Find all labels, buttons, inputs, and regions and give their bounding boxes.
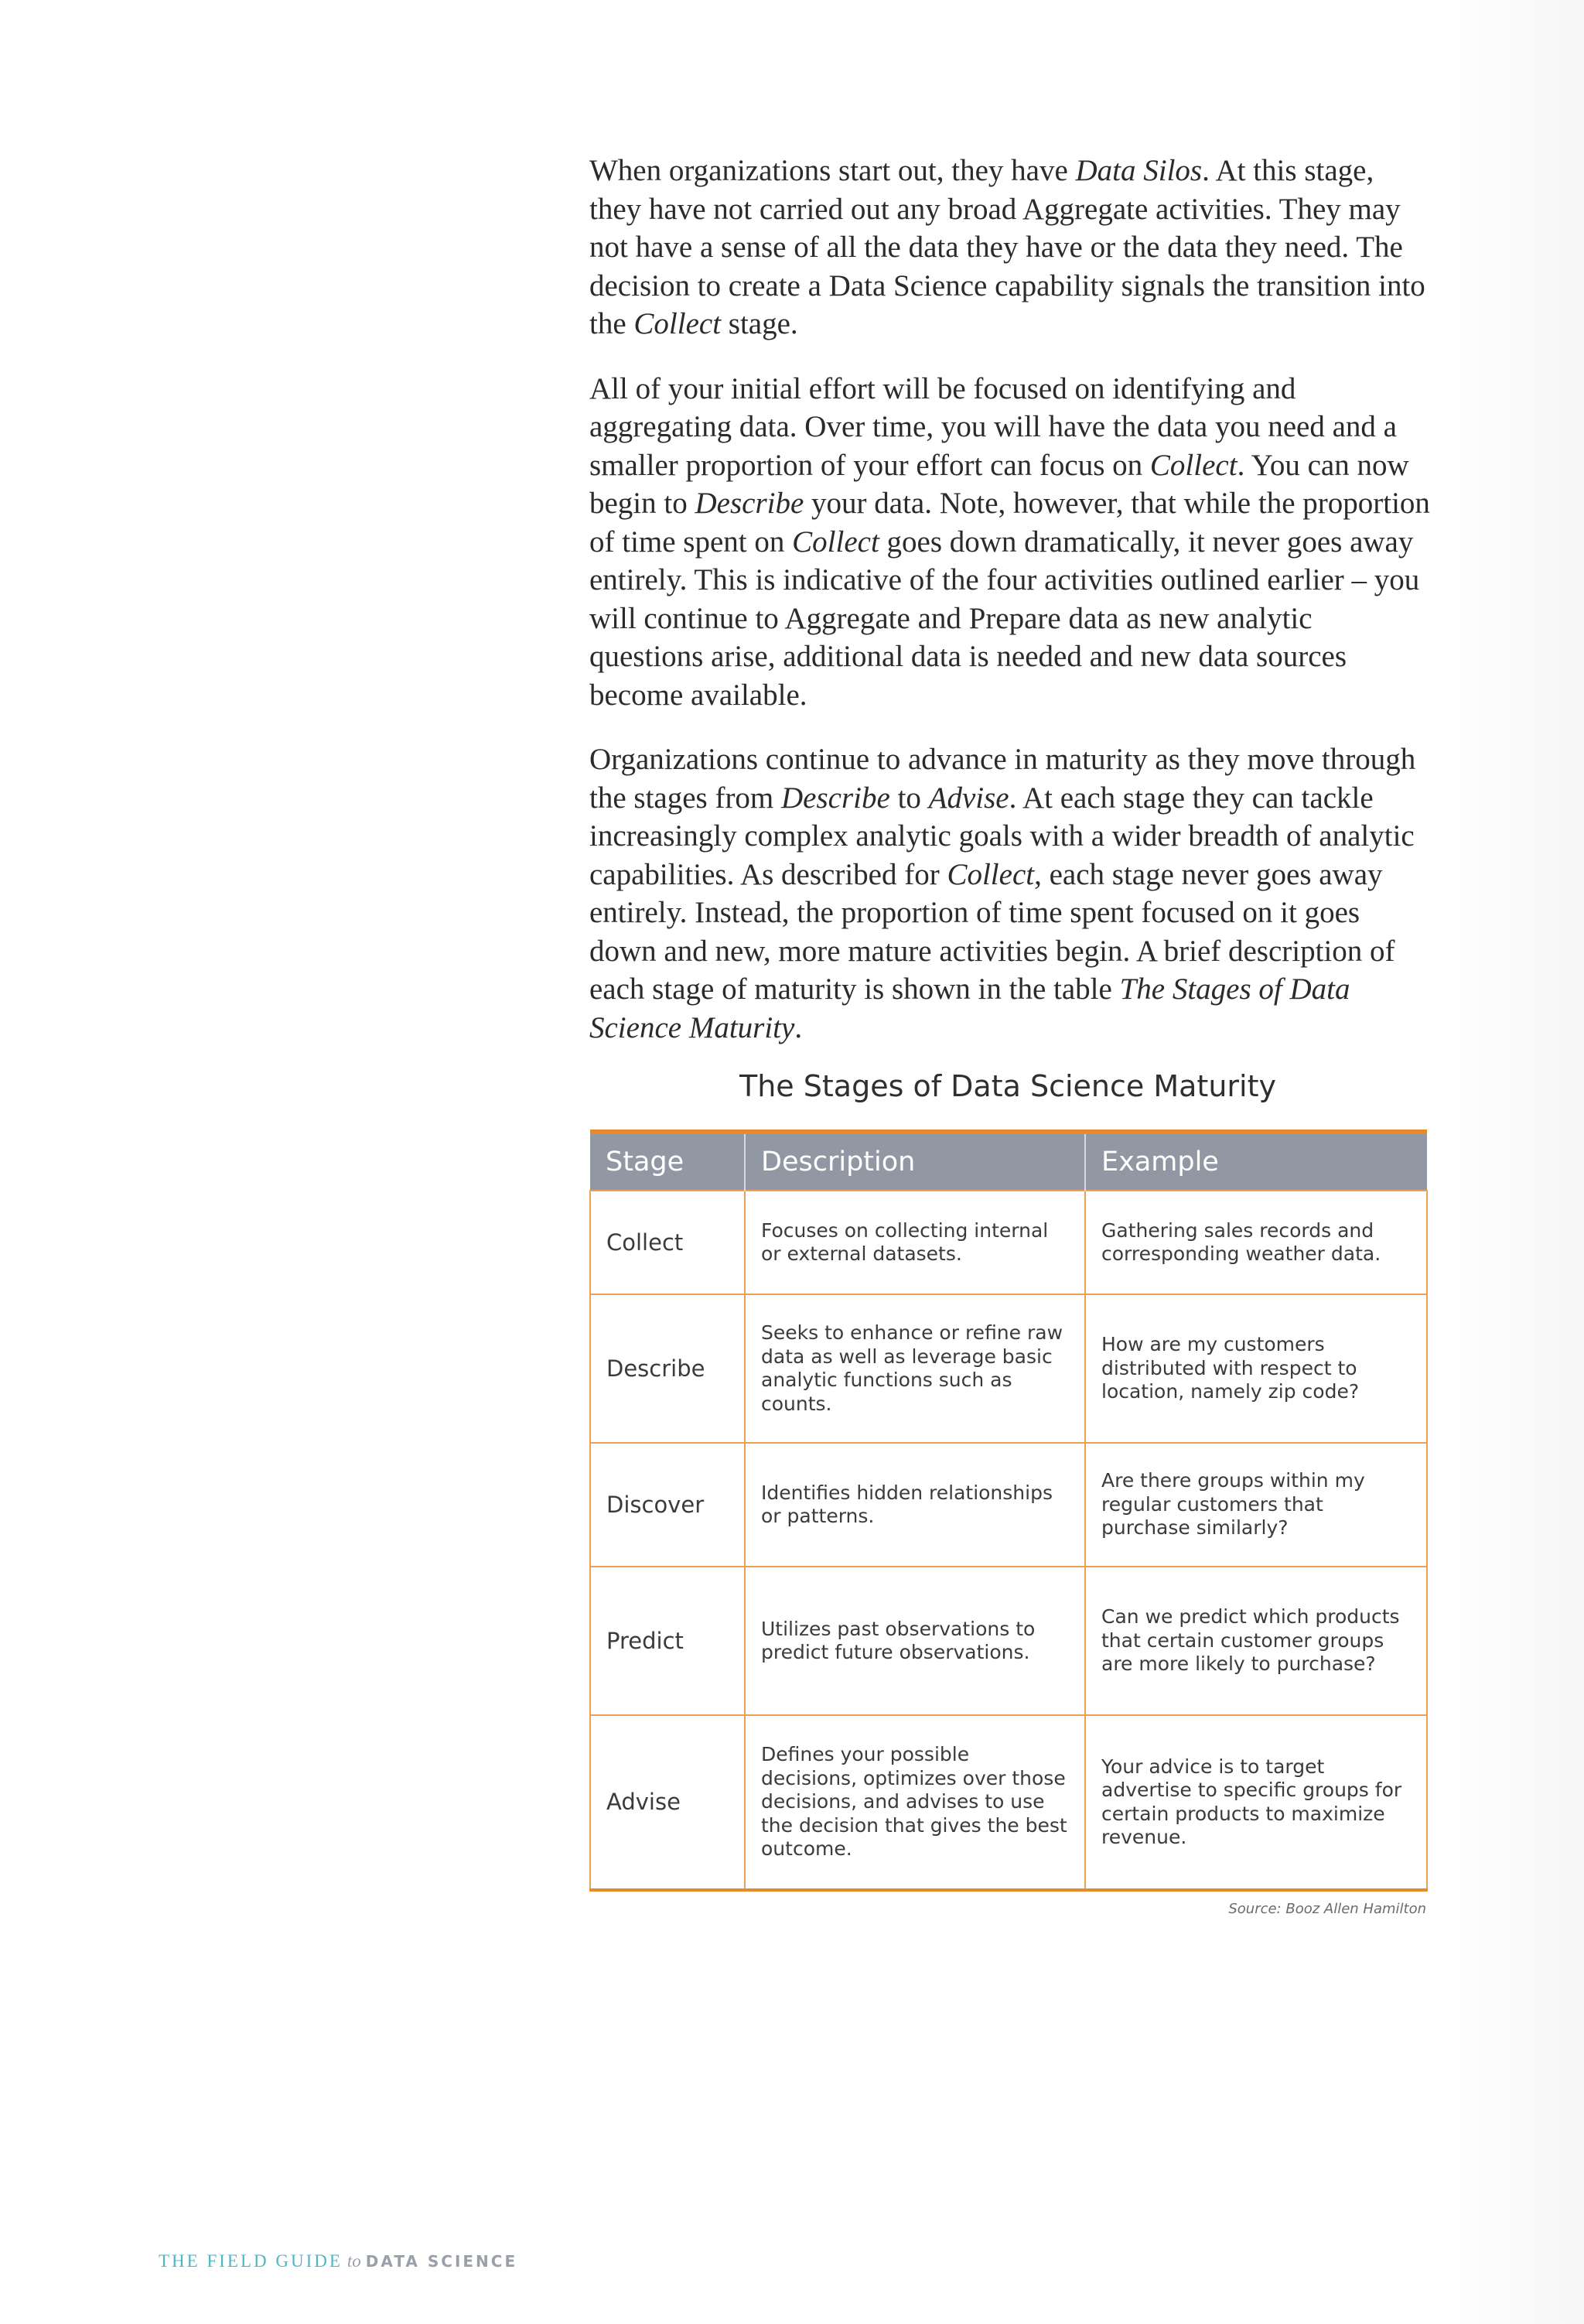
table-row (590, 1715, 1427, 1890)
example-cell: Are there groups within my regular customers that purchase similarly? (1085, 1443, 1427, 1567)
italic-term: Collect (947, 857, 1035, 891)
table-row (590, 1443, 1427, 1567)
table-title: The Stages of Data Science Maturity (739, 1069, 1276, 1103)
text-run: , each stage never goes away entirely. Instead, the proportion of time spent focused on it goes down and new, more mature activities begin. A brief description of each stage of maturity is shown in the table (589, 857, 1395, 1006)
italic-term: The Stages of Data Science Maturity (589, 972, 1350, 1044)
example-cell: Your advice is to target advertise to specific groups for certain products to maximize revenue. (1085, 1715, 1427, 1890)
header-example: Example (1085, 1132, 1427, 1191)
text-run: to (889, 781, 929, 815)
table-row (590, 1191, 1427, 1294)
footer-title-part1: THE FIELD GUIDE (159, 2251, 343, 2271)
running-footer (159, 2251, 517, 2271)
maturity-table-container (589, 1130, 1426, 1892)
stage-cell: Predict (590, 1567, 745, 1715)
description-cell: Defines your possible decisions, optimizes over those decisions, and advises to use the decision that gives the best outcome. (745, 1715, 1085, 1890)
description-cell: Identifies hidden relationships or patterns. (745, 1443, 1085, 1567)
footer-title-part2: to (346, 2251, 361, 2271)
italic-term: Collect (633, 307, 722, 340)
description-cell: Utilizes past observations to predict future observations. (745, 1567, 1085, 1715)
header-description: Description (745, 1132, 1085, 1191)
paragraph (589, 152, 1432, 343)
italic-term: Describe (695, 487, 804, 520)
footer-title-part3: DATA SCIENCE (365, 2252, 518, 2271)
body-text (589, 152, 1432, 1073)
text-run: stage. (721, 307, 798, 340)
source-caption: Source: Booz Allen Hamilton (1228, 1901, 1426, 1917)
table-row (590, 1567, 1427, 1715)
italic-term: Data Silos (1075, 154, 1203, 187)
text-run: your data. Note, however, that while the proportion of time spent on (589, 487, 1430, 559)
text-run: goes down dramatically, it never goes away entirely. This is indicative of the four activities outlined earlier – you will continue to Aggregate and Prepare data as new analytic questions arise, additional data is needed and new data sources become available. (589, 525, 1420, 712)
header-stage: Stage (590, 1132, 745, 1191)
example-cell: How are my customers distributed with respect to location, namely zip code? (1085, 1294, 1427, 1443)
table-row (590, 1294, 1427, 1443)
page-edge-shade (1439, 0, 1584, 2324)
example-cell: Gathering sales records and corresponding weather data. (1085, 1191, 1427, 1294)
example-cell: Can we predict which products that certain customer groups are more likely to purchase? (1085, 1567, 1427, 1715)
italic-term: Describe (781, 781, 890, 815)
text-run: When organizations start out, they have (589, 154, 1076, 187)
text-run: All of your initial effort will be focused on identifying and aggregating data. Over time, you will have the data you need and a smaller proportion of your effort can focus on (589, 371, 1397, 482)
italic-term: Collect (792, 525, 879, 559)
paragraph (589, 370, 1432, 715)
description-cell: Focuses on collecting internal or external datasets. (745, 1191, 1085, 1294)
italic-term: Collect (1149, 448, 1238, 482)
text-run: . At this stage, they have not carried out any broad Aggregate activities. They may not have a sense of all the data they have or the data they need. The decision to create a Data Science capability signals the transition into the (589, 154, 1425, 340)
text-run: . You can now begin to (589, 448, 1409, 520)
paragraph (589, 740, 1432, 1047)
stage-cell: Advise (590, 1715, 745, 1890)
text-run: . At each stage they can tackle increasingly complex analytic goals with a wider breadth of analytic capabilities. As described for (589, 781, 1415, 891)
description-cell: Seeks to enhance or refine raw data as well as leverage basic analytic functions such as counts. (745, 1294, 1085, 1443)
text-run: Organizations continue to advance in maturity as they move through the stages from (589, 743, 1416, 815)
table-header-row (590, 1132, 1427, 1191)
stage-cell: Discover (590, 1443, 745, 1567)
stage-cell: Collect (590, 1191, 745, 1294)
stage-cell: Describe (590, 1294, 745, 1443)
text-run: . (794, 1010, 803, 1044)
italic-term: Advise (928, 781, 1009, 815)
maturity-table (589, 1130, 1428, 1892)
